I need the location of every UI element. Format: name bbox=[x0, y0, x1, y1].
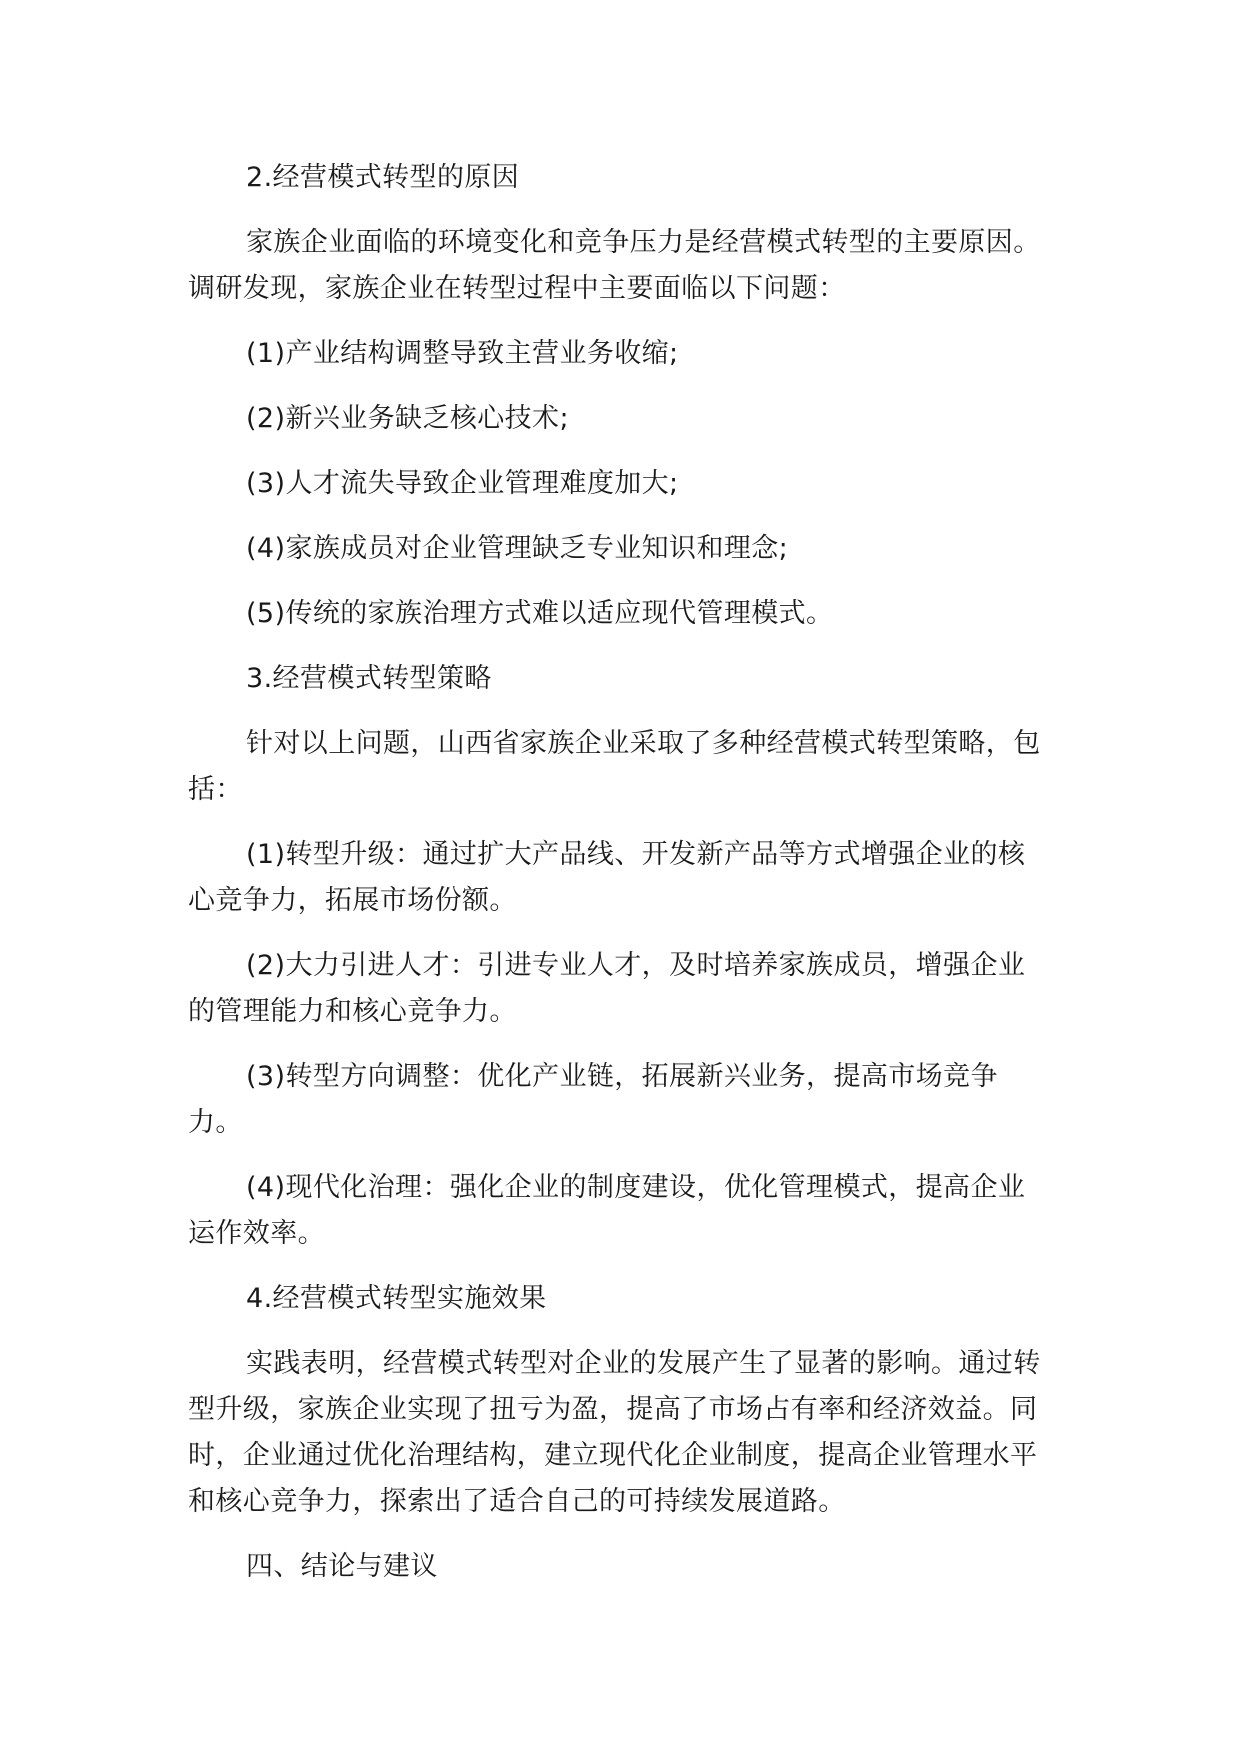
list-item-problem-3: (3)人才流失导致企业管理难度加大; bbox=[246, 468, 679, 499]
list-item-problem-4: (4)家族成员对企业管理缺乏专业知识和理念; bbox=[246, 533, 789, 564]
paragraph-reasons-intro: 家族企业面临的环境变化和竞争压力是经营模式转型的主要原因。调研发现，家族企业在转型过程中主要面临以下问题： bbox=[188, 227, 1041, 304]
section-heading-conclusion: 四、结论与建议 bbox=[246, 1551, 438, 1582]
list-item-problem-5: (5)传统的家族治理方式难以适应现代管理模式。 bbox=[246, 598, 834, 629]
section-heading-reasons: 2.经营模式转型的原因 bbox=[246, 162, 520, 193]
list-item-strategy-1: (1)转型升级：通过扩大产品线、开发新产品等方式增强企业的核心竞争力，拓展市场份额。 bbox=[188, 839, 1026, 916]
paragraph-effects: 实践表明，经营模式转型对企业的发展产生了显著的影响。通过转型升级，家族企业实现了扭亏为盈，提高了市场占有率和经济效益。同时，企业通过优化治理结构，建立现代化企业制度，提高企业管理水平和核心竞争力，探索出了适合自己的可持续发展道路。 bbox=[188, 1348, 1041, 1517]
list-item-strategy-3: (3)转型方向调整：优化产业链，拓展新兴业务，提高市场竞争力。 bbox=[188, 1061, 998, 1138]
section-heading-effects: 4.经营模式转型实施效果 bbox=[246, 1283, 547, 1314]
list-item-strategy-4: (4)现代化治理：强化企业的制度建设，优化管理模式，提高企业运作效率。 bbox=[188, 1172, 1026, 1249]
paragraph-strategies-intro: 针对以上问题，山西省家族企业采取了多种经营模式转型策略，包括： bbox=[188, 728, 1041, 805]
document-body bbox=[188, 155, 1046, 1590]
list-item-problem-1: (1)产业结构调整导致主营业务收缩; bbox=[246, 338, 679, 369]
section-heading-strategies: 3.经营模式转型策略 bbox=[246, 663, 492, 694]
list-item-strategy-2: (2)大力引进人才：引进专业人才，及时培养家族成员，增强企业的管理能力和核心竞争力。 bbox=[188, 950, 1026, 1027]
list-item-problem-2: (2)新兴业务缺乏核心技术; bbox=[246, 403, 569, 434]
